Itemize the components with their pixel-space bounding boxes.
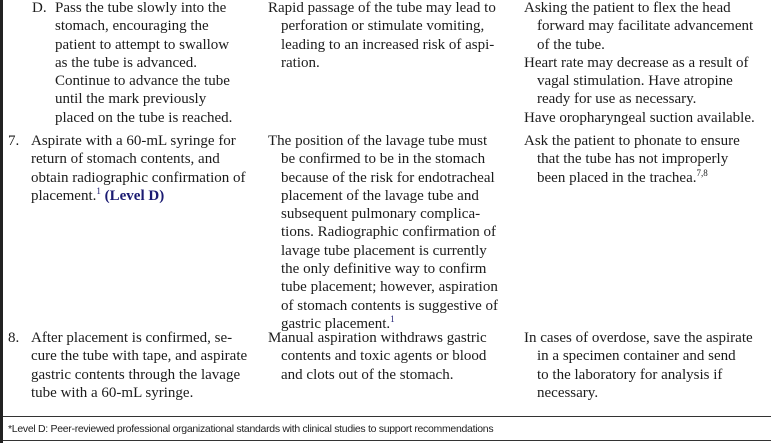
special-considerations-cell <box>524 0 755 127</box>
line-text: Continue to advance the tube <box>55 73 230 90</box>
text-line <box>31 187 164 205</box>
line-text: Rapid passage of the tube may lead to <box>268 0 496 16</box>
text-line <box>55 72 230 90</box>
line-text: perforation or stimulate vomiting, <box>281 18 485 35</box>
text-line <box>268 347 486 365</box>
text-line <box>268 260 486 278</box>
line-text: leading to an increased risk of aspi- <box>281 36 495 53</box>
line-text: as the tube is advanced. <box>55 54 198 71</box>
line-text: because of the risk for endotracheal <box>281 169 495 186</box>
line-text: The position of the lavage tube must <box>268 133 488 149</box>
line-text: obtain radiographic confirmation of <box>31 169 246 186</box>
text-line <box>268 366 453 384</box>
text-line <box>268 297 498 315</box>
line-text: gastric contents through the lavage <box>31 366 241 383</box>
text-line <box>268 0 496 17</box>
line-text: the only definitive way to confirm <box>281 261 487 278</box>
text-line <box>524 347 736 365</box>
line-text: necessary. <box>537 384 599 401</box>
text-line <box>524 109 755 127</box>
line-text: Heart rate may decrease as a result of <box>524 54 749 71</box>
bottom-divider <box>3 440 771 441</box>
line-text: In cases of overdose, save the aspirate <box>524 330 753 346</box>
text-line <box>55 90 206 108</box>
text-line <box>31 347 247 365</box>
line-text: forward may facilitate advancement <box>537 18 754 35</box>
footnote: *Level D: Peer-reviewed professional organizational standards with clinical studies to support recommendations <box>8 423 494 435</box>
step-action-cell <box>31 329 247 402</box>
text-line <box>31 150 220 168</box>
line-text: until the mark previously <box>55 91 207 108</box>
step-number: 8. <box>8 330 20 346</box>
footnote-divider <box>3 416 771 417</box>
text-line <box>524 329 753 347</box>
line-text: contents and toxic agents or blood <box>281 348 487 365</box>
text-line <box>524 72 733 90</box>
text-line <box>268 205 480 223</box>
line-text: that the tube has not improperly <box>537 151 729 168</box>
text-line <box>31 329 232 347</box>
line-text: placement of the lavage tube and <box>281 187 479 204</box>
text-line <box>55 36 229 54</box>
text-line <box>55 0 226 17</box>
line-text: cure the tube with tape, and aspirate <box>31 348 248 365</box>
line-text: Manual aspiration withdraws gastric <box>268 330 487 346</box>
text-line <box>524 36 605 54</box>
line-text: patient to attempt to swallow <box>55 36 230 53</box>
text-line <box>524 150 728 168</box>
text-line <box>268 54 320 72</box>
line-text: vagal stimulation. Have atropine <box>537 73 733 90</box>
text-line <box>268 132 487 150</box>
evidence-level-link[interactable]: (Level D) <box>104 187 165 204</box>
text-line <box>524 54 748 72</box>
text-line <box>31 384 193 402</box>
step-action-cell <box>55 0 232 127</box>
line-text: placed on the tube is reached. <box>55 109 233 126</box>
text-line <box>268 187 479 205</box>
line-text: return of stomach contents, and <box>31 151 220 168</box>
line-text: in a specimen container and send <box>537 348 736 365</box>
text-line <box>524 0 731 17</box>
text-line <box>31 366 240 384</box>
step-action-cell <box>31 132 246 205</box>
line-text: Ask the patient to phonate to ensure <box>524 133 740 149</box>
special-considerations-cell <box>524 329 753 402</box>
line-text: placement. <box>31 187 97 204</box>
text-line <box>268 242 487 260</box>
line-text: subsequent pulmonary complica- <box>281 206 481 223</box>
text-line <box>524 384 598 402</box>
line-text: ration. <box>281 54 320 71</box>
line-text: tube with a 60-mL syringe. <box>31 384 194 401</box>
step-number: 7. <box>8 133 20 149</box>
step-number: D. <box>32 0 47 16</box>
line-text: After placement is confirmed, se- <box>31 330 233 346</box>
text-line <box>524 169 708 187</box>
line-text: of stomach contents is suggestive of <box>281 297 499 314</box>
rationale-cell <box>268 329 487 384</box>
text-line <box>268 17 484 35</box>
line-text: stomach, encouraging the <box>55 18 209 35</box>
left-border <box>0 0 3 443</box>
line-text: be confirmed to be in the stomach <box>281 151 486 168</box>
line-text: been placed in the trachea. <box>537 169 697 186</box>
text-line <box>55 54 197 72</box>
line-text: ready for use as necessary. <box>537 91 697 108</box>
text-line <box>524 90 696 108</box>
citation-superscript: 7,8 <box>696 167 708 178</box>
text-line <box>268 36 494 54</box>
line-text: Pass the tube slowly into the <box>55 0 227 16</box>
line-text: Have oropharyngeal suction available. <box>524 109 755 126</box>
text-line <box>55 109 232 127</box>
text-line <box>524 17 753 35</box>
special-considerations-cell <box>524 132 740 187</box>
citation-superscript: 1 <box>96 185 101 196</box>
line-text: and clots out of the stomach. <box>281 366 454 383</box>
text-line <box>55 17 209 35</box>
rationale-cell <box>268 132 498 333</box>
text-line <box>268 150 485 168</box>
text-line <box>524 366 722 384</box>
text-line <box>31 132 236 150</box>
line-text: Asking the patient to flex the head <box>524 0 731 16</box>
text-line <box>268 278 498 296</box>
text-line <box>268 169 495 187</box>
line-text: to the laboratory for analysis if <box>537 366 723 383</box>
text-line <box>524 132 740 150</box>
line-text: of the tube. <box>537 36 605 53</box>
rationale-cell <box>268 0 496 72</box>
line-text: lavage tube placement is currently <box>281 242 487 259</box>
text-line <box>268 223 496 241</box>
line-text: Aspirate with a 60-mL syringe for <box>31 133 236 149</box>
text-line <box>31 169 246 187</box>
line-text: tube placement; however, aspiration <box>281 279 498 296</box>
line-text: gastric placement. <box>281 315 391 332</box>
citation-superscript: 1 <box>390 313 395 324</box>
text-line <box>268 329 487 347</box>
line-text: tions. Radiographic confirmation of <box>281 224 496 241</box>
